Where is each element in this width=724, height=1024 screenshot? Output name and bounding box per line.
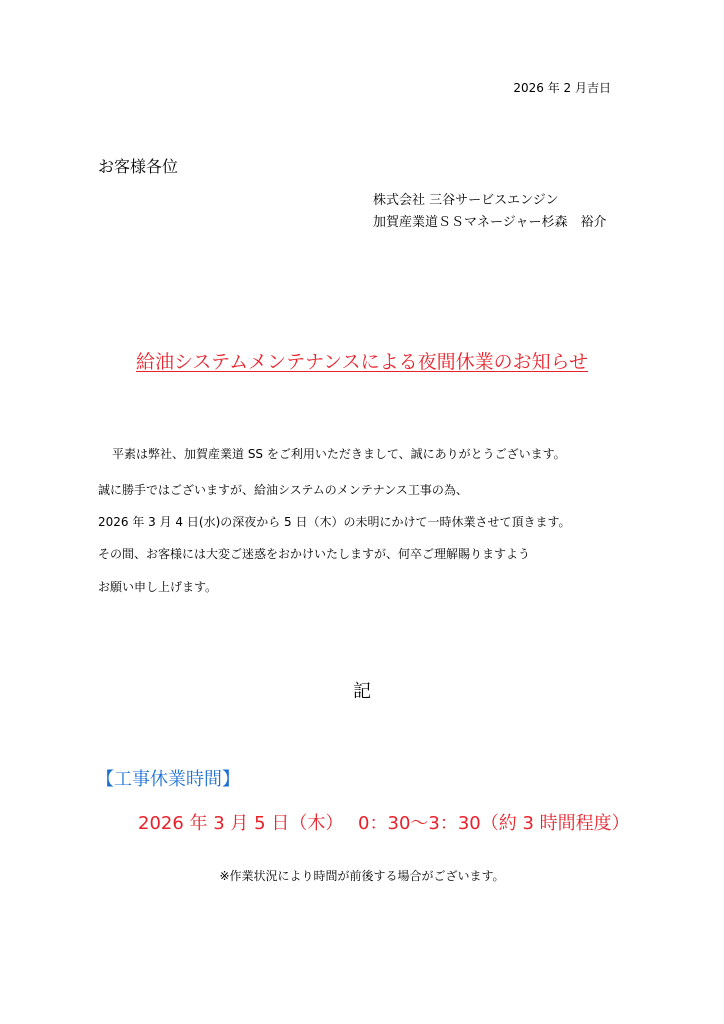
notice-title-text: 給油システムメンテナンスによる夜間休業のお知らせ [135, 351, 588, 373]
body-line-3: 2026 年 3 月 4 日(水)の深夜から 5 日（木）の未明にかけて一時休業させて頂きます。 [98, 515, 571, 529]
body-line-1: 平素は弊社、加賀産業道 SS をご利用いただきまして、誠にありがとうございます。 [112, 447, 566, 461]
sender-company: 株式会社 三谷サービスエンジン [373, 193, 559, 208]
notice-title [0, 347, 724, 374]
sender-manager: 加賀産業道ＳＳマネージャー杉森 裕介 [373, 215, 607, 230]
closure-schedule: 2026 年 3 月 5 日（木） 0：30～3：30（約 3 時間程度） [138, 813, 630, 834]
body-line-4: その間、お客様には大変ご迷惑をおかけいたしますが、何卒ご理解賜りますよう [98, 547, 531, 561]
ki-marker: 記 [353, 681, 371, 702]
recipient: お客様各位 [98, 157, 179, 176]
body-line-5: お願い申し上げます。 [98, 580, 218, 594]
body-line-2: 誠に勝手ではございますが、給油システムのメンテナンス工事の為、 [98, 483, 468, 497]
document-date: 2026 年 2 月吉日 [513, 81, 611, 95]
footnote: ※作業状況により時間が前後する場合がございます。 [219, 869, 505, 883]
section-heading: 【工事休業時間】 [96, 769, 240, 790]
